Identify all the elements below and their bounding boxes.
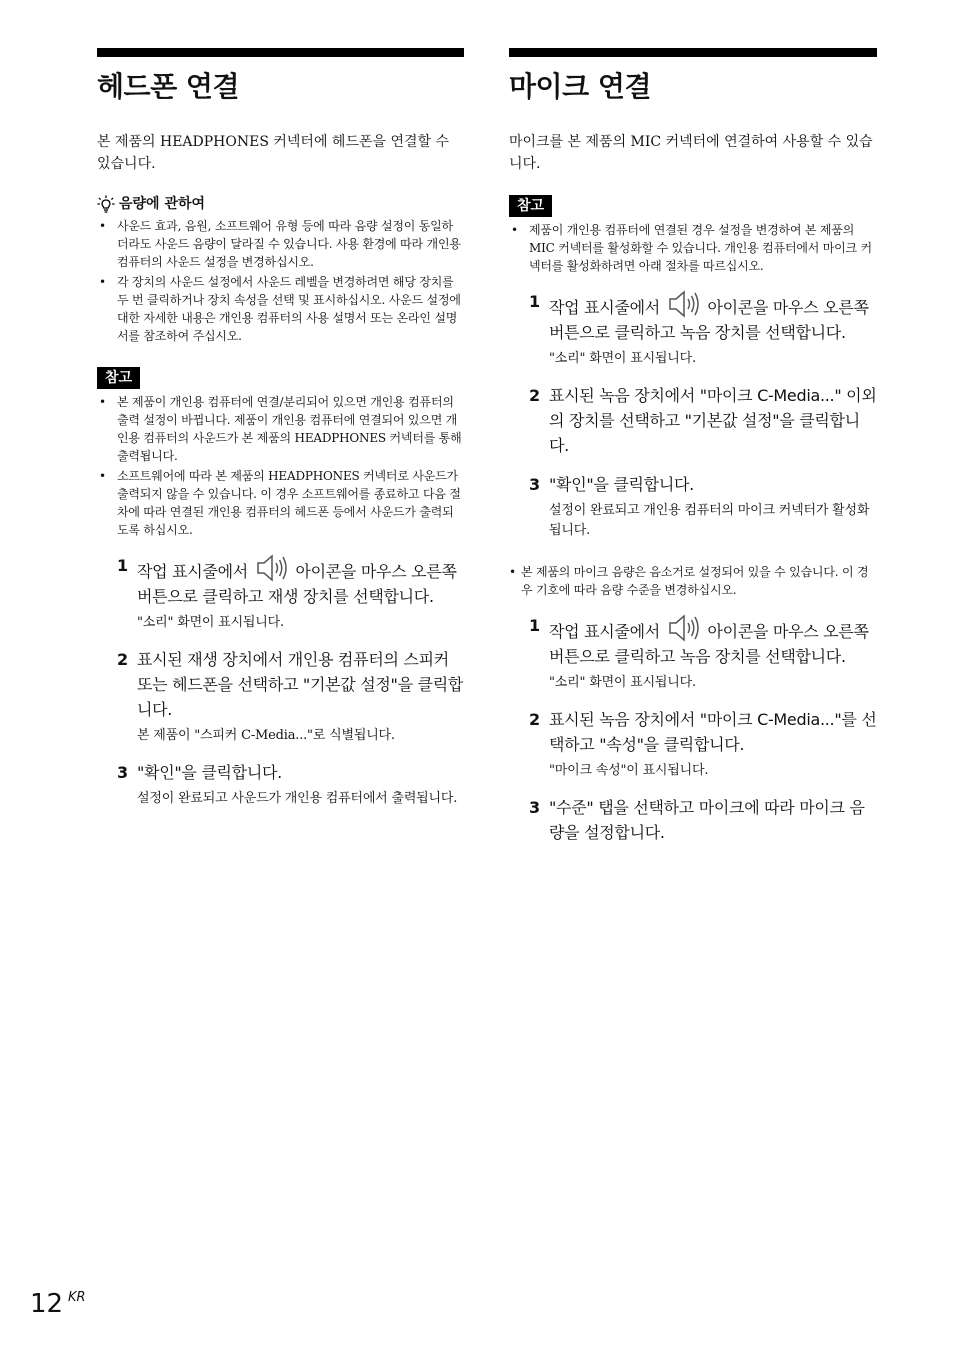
step-result: "소리" 화면이 표시됩니다. <box>549 675 696 690</box>
steps-list-enable-mic <box>509 289 877 541</box>
step-text-after: 아이콘을 마우스 오른쪽 버튼으로 클릭하고 녹음 장치를 선택합니다. <box>549 298 869 342</box>
step-text: 표시된 재생 장치에서 개인용 컴퓨터의 스피커 또는 헤드폰을 선택하고 "기본값 설정"을 클릭합니다. <box>137 650 464 719</box>
page-language: KR <box>68 1290 86 1305</box>
step-number: 3 <box>529 798 541 817</box>
speaker-icon <box>255 553 289 583</box>
step-text-after: 아이콘을 마우스 오른쪽 버튼으로 클릭하고 재생 장치를 선택합니다. <box>137 562 457 606</box>
step-text-before: 작업 표시줄에서 <box>549 622 660 641</box>
step-text: "확인"을 클릭합니다. <box>549 475 694 494</box>
step-text-after: 아이콘을 마우스 오른쪽 버튼으로 클릭하고 녹음 장치를 선택합니다. <box>549 622 869 666</box>
step-item <box>117 553 464 633</box>
tip-heading-label: 음량에 관하여 <box>119 196 206 212</box>
lightbulb-icon <box>97 195 115 213</box>
step-result: "소리" 화면이 표시됩니다. <box>549 351 696 366</box>
step-item <box>529 383 877 458</box>
step-number: 1 <box>117 556 129 575</box>
section-rule <box>97 48 464 57</box>
list-item: • 본 제품이 개인용 컴퓨터에 연결/분리되어 있으면 개인용 컴퓨터의 출력 설정이 바뀝니다. 제품이 개인용 컴퓨터에 연결되어 있으면 개인용 컴퓨터의 사운드가 본 제품의 HEADPHONES 커넥터를 통해 출력됩니다. <box>97 393 464 465</box>
list-item: • 제품이 개인용 컴퓨터에 연결된 경우 설정을 변경하여 본 제품의 MIC 커넥터를 활성화할 수 있습니다. 개인용 컴퓨터에서 마이크 커넥터를 활성화하려면 아래 절차를 따르십시오. <box>509 221 877 275</box>
step-text <box>549 613 877 669</box>
step-item <box>529 472 877 541</box>
volume-note: • 본 제품의 마이크 음량은 음소거로 설정되어 있을 수 있습니다. 이 경우 기호에 따라 음량 수준을 변경하십시오. <box>509 563 877 599</box>
step-text: "확인"을 클릭합니다. <box>137 763 282 782</box>
section-title-microphone: 마이크 연결 <box>509 70 651 103</box>
step-result: 설정이 완료되고 개인용 컴퓨터의 마이크 커넥터가 활성화됩니다. <box>549 503 870 538</box>
list-item: • 각 장치의 사운드 설정에서 사운드 레벨을 변경하려면 해당 장치를 두 번 클릭하거나 장치 속성을 선택 및 표시하십시오. 사운드 설정에 대한 자세한 내용은 개인용 컴퓨터의 사용 설명서 또는 온라인 설명서를 참조하여 주십시오. <box>97 273 464 345</box>
right-column <box>509 48 877 845</box>
step-item <box>117 760 464 809</box>
step-text: 표시된 녹음 장치에서 "마이크 C-Media..." 이외의 장치를 선택하고 "기본값 설정"을 클릭합니다. <box>549 386 877 455</box>
intro-text: 본 제품의 HEADPHONES 커넥터에 헤드폰을 연결할 수 있습니다. <box>97 134 450 172</box>
speaker-icon <box>667 613 701 643</box>
step-text <box>137 553 464 609</box>
step-result: 설정이 완료되고 사운드가 개인용 컴퓨터에서 출력됩니다. <box>137 791 458 806</box>
section-rule <box>509 48 877 57</box>
step-item <box>529 613 877 693</box>
step-text-before: 작업 표시줄에서 <box>137 562 248 581</box>
step-number: 3 <box>117 763 129 782</box>
steps-list <box>97 553 464 809</box>
step-item <box>529 707 877 781</box>
step-result: "마이크 속성"이 표시됩니다. <box>549 763 709 778</box>
section-title-headphones: 헤드폰 연결 <box>97 70 239 103</box>
step-number: 2 <box>529 386 541 405</box>
step-number: 1 <box>529 292 541 311</box>
step-result: 본 제품이 "스피커 C-Media..."로 식별됩니다. <box>137 728 395 743</box>
step-text-before: 작업 표시줄에서 <box>549 298 660 317</box>
note-badge: 참고 <box>97 367 140 389</box>
step-number: 2 <box>529 710 541 729</box>
list-item: • 사운드 효과, 음원, 소프트웨어 유형 등에 따라 음량 설정이 동일하더라도 사운드 음량이 달라질 수 있습니다. 사용 환경에 따라 개인용 컴퓨터의 사운드 설정을 변경하십시오. <box>97 217 464 271</box>
note-bullet-list <box>97 393 464 539</box>
steps-list-mic-volume <box>509 613 877 845</box>
speaker-icon <box>667 289 701 319</box>
step-text: 표시된 녹음 장치에서 "마이크 C-Media..."를 선택하고 "속성"을 클릭합니다. <box>549 710 877 754</box>
list-item: • 소프트웨어에 따라 본 제품의 HEADPHONES 커넥터로 사운드가 출력되지 않을 수 있습니다. 이 경우 소프트웨어를 종료하고 다음 절차에 따라 연결된 개인용 컴퓨터의 헤드폰 등에서 사운드가 출력되도록 하십시오. <box>97 467 464 539</box>
step-text <box>549 289 877 345</box>
step-text: "수준" 탭을 선택하고 마이크에 따라 마이크 음량을 설정합니다. <box>549 798 865 842</box>
note-bullet-list <box>509 221 877 275</box>
step-item <box>529 795 877 845</box>
tip-heading <box>97 195 464 213</box>
intro-text: 마이크를 본 제품의 MIC 커넥터에 연결하여 사용할 수 있습니다. <box>509 134 873 172</box>
tip-bullet-list <box>97 217 464 345</box>
step-number: 3 <box>529 475 541 494</box>
step-item <box>529 289 877 369</box>
step-number: 2 <box>117 650 129 669</box>
step-result: "소리" 화면이 표시됩니다. <box>137 615 284 630</box>
step-item <box>117 647 464 746</box>
step-number: 1 <box>529 616 541 635</box>
note-badge: 참고 <box>509 195 552 217</box>
page-number: 12 <box>30 1289 64 1319</box>
left-column <box>97 48 464 809</box>
